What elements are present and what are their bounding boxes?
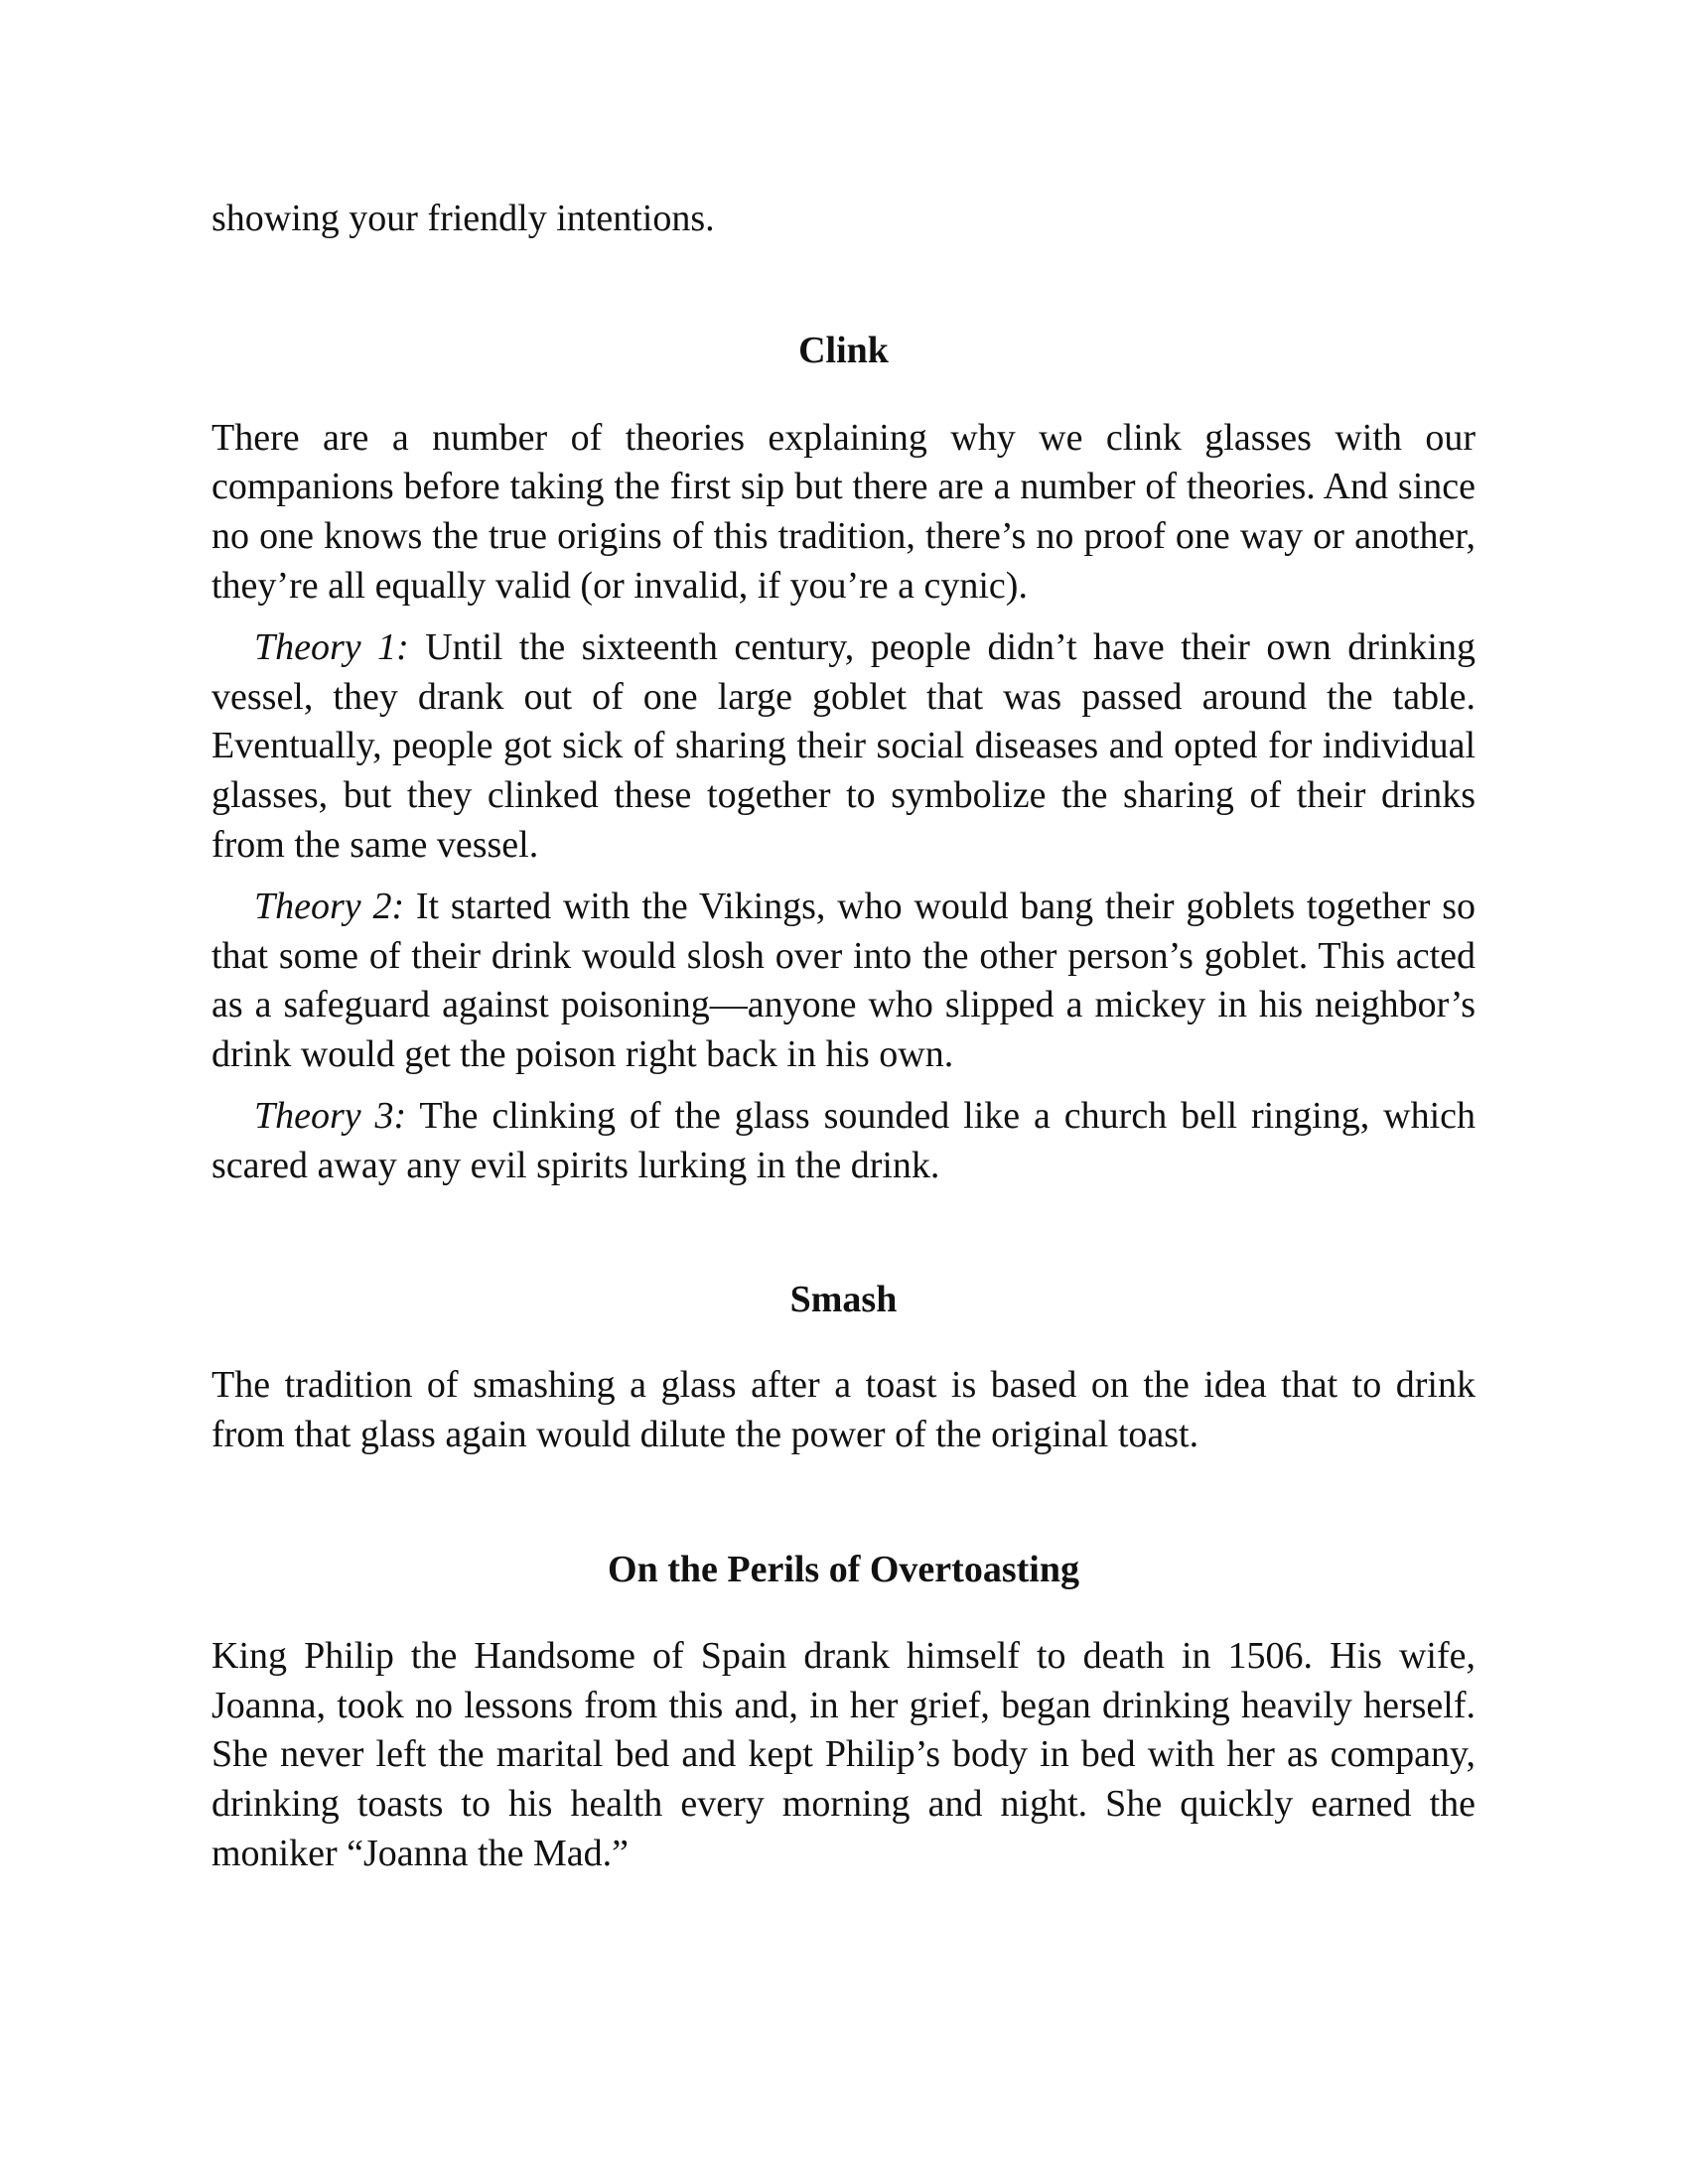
theory-3-text: The clinking of the glass sounded like a church bell ringing, which scared away any evil spirits lurking in the drink. bbox=[211, 1094, 1477, 1186]
theory-3-paragraph bbox=[211, 1092, 1476, 1191]
section-heading-smash: Smash bbox=[789, 1278, 898, 1320]
theory-1-paragraph bbox=[211, 623, 1476, 871]
theory-1-text: Until the sixteenth century, people didn’t have their own drinking vessel, they drank out of one large goblet that was passed around the table. Eventually, people got sick of sharing their social diseases and opted for individual glasses, but they clinked these together to symbolize the sharing of their drinks from the same vessel. bbox=[211, 625, 1476, 866]
theory-2-label: Theory 2: bbox=[254, 885, 405, 927]
theory-2-text: It started with the Vikings, who would bang their goblets together so that some of their drink would slosh over into the other person’s goblet. This acted as a safeguard against poisoning—anyone who slipped a mickey in his neighbor’s drink would get the poison right back in his own. bbox=[211, 885, 1476, 1076]
clink-intro-paragraph: There are a number of theories explaining why we clink glasses with our companions before taking the first sip but there are a number of theories. And since no one knows the true origins of this tradition, there’s no proof one way or another, they’re all equally valid (or invalid, if you’re a cynic). bbox=[211, 416, 1476, 607]
document-page bbox=[211, 195, 1476, 1879]
continuation-paragraph: showing your friendly intentions. bbox=[211, 198, 715, 239]
smash-paragraph: The tradition of smashing a glass after a toast is based on the idea that to drink from that glass again would dilute the power of the original toast. bbox=[211, 1364, 1476, 1456]
section-heading-perils: On the Perils of Overtoasting bbox=[608, 1548, 1079, 1590]
theory-3-label: Theory 3: bbox=[254, 1094, 407, 1137]
perils-paragraph: King Philip the Handsome of Spain drank himself to death in 1506. His wife, Joanna, took no lessons from this and, in her grief, began drinking heavily herself. She never left the marital bed and kept Philip’s body in bed with her as company, drinking toasts to his health every morning and night. She quickly earned the moniker “Joanna the Mad.” bbox=[211, 1634, 1476, 1874]
theory-1-label: Theory 1: bbox=[254, 625, 409, 668]
theory-2-paragraph bbox=[211, 883, 1476, 1080]
section-heading-clink: Clink bbox=[798, 329, 889, 371]
